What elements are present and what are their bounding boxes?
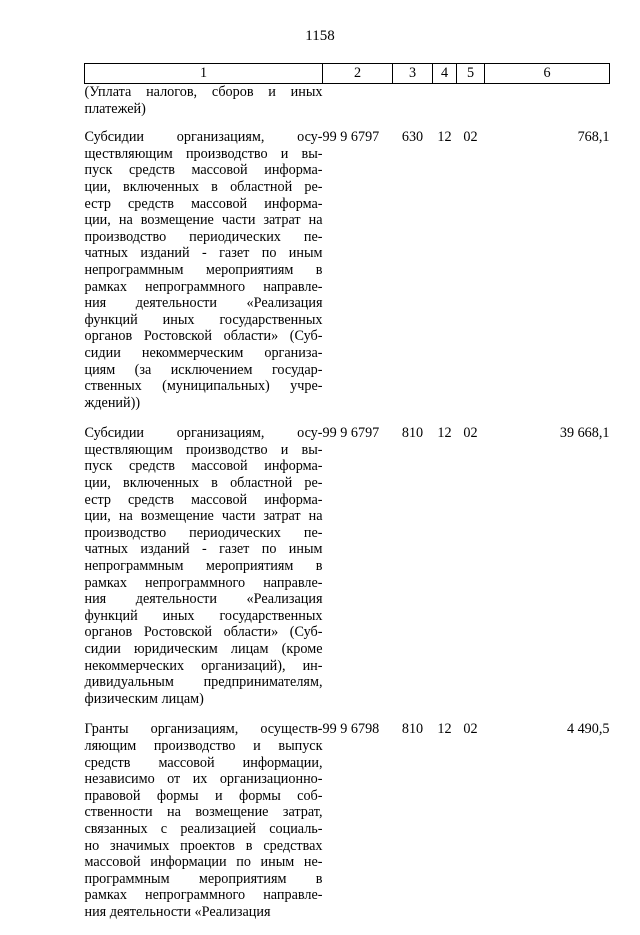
description-line: ции, на возмещение части затрат на bbox=[84, 508, 323, 525]
description-line: чатных изданий - газет по иным bbox=[84, 245, 323, 262]
target-article-code: 99 9 6798 bbox=[322, 721, 380, 738]
description-line: независимо от их организационно- bbox=[84, 771, 323, 788]
description-line: функций иных государственных bbox=[84, 607, 323, 624]
description-line: средств массовой информации, bbox=[84, 754, 323, 771]
description-line: рамках непрограммного направле- bbox=[84, 278, 323, 295]
subsection-code: 02 bbox=[463, 129, 478, 146]
description-line: но значимых проектов в средствах bbox=[84, 837, 323, 854]
description-line: физическим лицам) bbox=[84, 690, 204, 707]
description-line: ществляющим производство и вы- bbox=[84, 145, 323, 162]
description-line: ляющим производство и выпуск bbox=[84, 737, 323, 754]
description-line: пуск средств массовой информа- bbox=[84, 458, 323, 475]
target-article-code bbox=[323, 84, 393, 130]
description-line: ния деятельности «Реализация bbox=[84, 903, 271, 920]
row-description bbox=[85, 721, 323, 934]
expense-type-code: 810 bbox=[401, 721, 424, 738]
section-code bbox=[433, 84, 457, 130]
description-line: органов Ростовской области» (Суб- bbox=[84, 328, 323, 345]
section-code: 12 bbox=[437, 425, 452, 442]
header-col-3: 3 bbox=[393, 64, 433, 84]
description-line: рамках непрограммного направле- bbox=[84, 574, 323, 591]
subsection-code: 02 bbox=[463, 425, 478, 442]
table-row bbox=[85, 425, 610, 721]
description-line: связанных с реализацией социаль- bbox=[84, 820, 323, 837]
description-line: органов Ростовской области» (Суб- bbox=[84, 624, 323, 641]
header-col-5: 5 bbox=[457, 64, 485, 84]
header-col-6: 6 bbox=[485, 64, 610, 84]
description-line: ния деятельности «Реализация bbox=[84, 591, 323, 608]
section-code: 12 bbox=[437, 129, 452, 146]
target-article-code: 99 9 6797 bbox=[322, 129, 380, 146]
description-line: Гранты организациям, осуществ- bbox=[84, 721, 323, 738]
expense-type-code bbox=[393, 84, 433, 130]
subsection-code bbox=[457, 84, 485, 130]
amount-value: 39 668,1 bbox=[559, 425, 610, 442]
section-code: 12 bbox=[437, 721, 452, 738]
description-line: (Уплата налогов, сборов и иных bbox=[84, 84, 323, 100]
description-line: непрограммным мероприятиям в bbox=[84, 261, 323, 278]
target-article-code: 99 9 6797 bbox=[322, 425, 380, 442]
description-line: естр средств массовой информа- bbox=[84, 195, 323, 212]
amount-value bbox=[485, 84, 610, 130]
description-line: ции, на возмещение части затрат на bbox=[84, 212, 323, 229]
table-row bbox=[85, 721, 610, 934]
table-row bbox=[85, 84, 610, 130]
description-line: ственных (муниципальных) учре- bbox=[84, 378, 323, 395]
description-line: производство периодических пе- bbox=[84, 228, 323, 245]
description-line: ции, включенных в областной ре- bbox=[84, 178, 323, 195]
header-col-2: 2 bbox=[323, 64, 393, 84]
amount-value: 4 490,5 bbox=[566, 721, 610, 738]
description-line: дивидуальным предпринимателям, bbox=[84, 674, 323, 691]
description-line: ственности на возмещение затрат, bbox=[84, 804, 323, 821]
description-line: Субсидии организациям, осу- bbox=[84, 425, 323, 442]
description-line: программным мероприятиям в bbox=[84, 870, 323, 887]
header-col-4: 4 bbox=[433, 64, 457, 84]
description-line: функций иных государственных bbox=[84, 311, 323, 328]
page-number: 1158 bbox=[305, 28, 335, 44]
table-row bbox=[85, 129, 610, 425]
row-description bbox=[85, 84, 323, 130]
amount-value: 768,1 bbox=[577, 129, 610, 146]
expense-type-code: 810 bbox=[401, 425, 424, 442]
description-line: производство периодических пе- bbox=[84, 524, 323, 541]
header-col-1: 1 bbox=[85, 64, 323, 84]
description-line: ждений)) bbox=[84, 394, 141, 411]
description-line: циям (за исключением государ- bbox=[84, 361, 323, 378]
description-line: рамках непрограммного направле- bbox=[84, 887, 323, 904]
description-line: платежей) bbox=[84, 100, 146, 117]
description-line: массовой информации по иным не- bbox=[84, 854, 323, 871]
description-line: ции, включенных в областной ре- bbox=[84, 475, 323, 492]
description-line: чатных изданий - газет по иным bbox=[84, 541, 323, 558]
expense-type-code: 630 bbox=[401, 129, 424, 146]
table-header-row bbox=[85, 64, 610, 84]
subsection-code: 02 bbox=[463, 721, 478, 738]
description-line: ществляющим производство и вы- bbox=[84, 441, 323, 458]
description-line: естр средств массовой информа- bbox=[84, 491, 323, 508]
table-body bbox=[85, 84, 610, 935]
row-description bbox=[85, 425, 323, 721]
description-line: Субсидии организациям, осу- bbox=[84, 129, 323, 146]
description-line: непрограммным мероприятиям в bbox=[84, 558, 323, 575]
description-line: правовой формы и формы соб- bbox=[84, 787, 323, 804]
description-line: сидии юридическим лицам (кроме bbox=[84, 641, 323, 657]
row-description bbox=[85, 129, 323, 425]
description-line: сидии некоммерческим организа- bbox=[84, 344, 323, 361]
description-line: некоммерческих организаций), ин- bbox=[84, 657, 323, 674]
budget-table bbox=[84, 63, 610, 935]
description-line: пуск средств массовой информа- bbox=[84, 162, 323, 179]
description-line: ния деятельности «Реализация bbox=[84, 295, 323, 312]
